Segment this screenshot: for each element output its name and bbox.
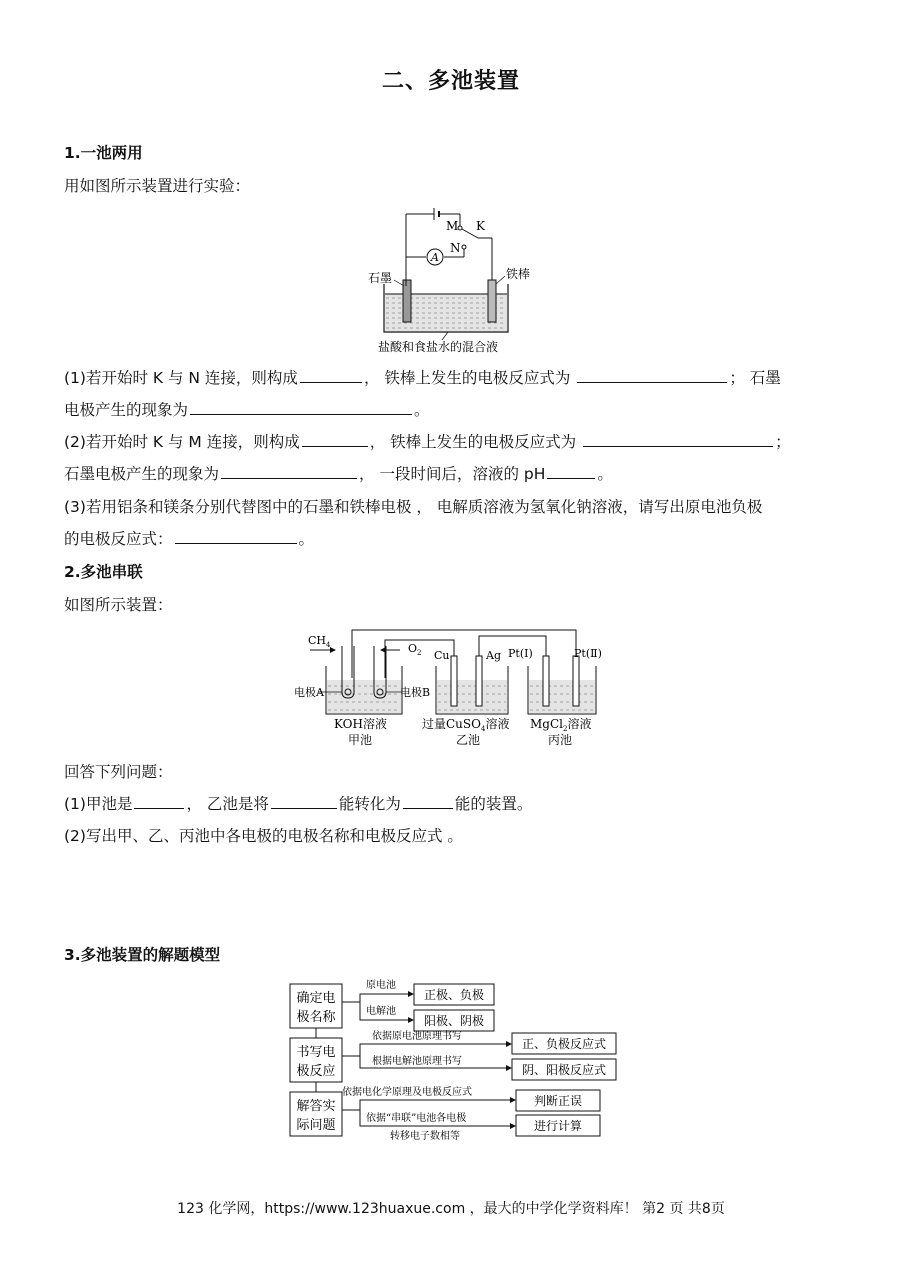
pt2-electrode-label: Pt(Ⅱ) <box>574 647 602 660</box>
branch-label-galvanic: 原电池 <box>366 980 396 991</box>
q1-2-text-f: 。 <box>597 465 613 483</box>
q1-1-text-d: 电极产生的现象为 <box>64 401 189 419</box>
pt1-electrode-label: Pt(Ⅰ) <box>508 647 533 660</box>
flow-box-2-line-2: 极反应 <box>296 1064 336 1079</box>
branch-label-series-2: 转移电子数相等 <box>390 1131 460 1142</box>
q2-1-text-b: ， 乙池是将 <box>186 795 269 813</box>
q1-1-text-c: ； 石墨 <box>729 369 781 387</box>
result-pos-neg: 正极、负极 <box>423 988 485 1002</box>
electrode-b-label: 电极B <box>400 686 431 699</box>
flow-box-3-line-1: 解答实 <box>296 1099 336 1114</box>
branch-label-galvanic-rule: 依据原电池原理书写 <box>372 1031 462 1042</box>
answer-blank[interactable] <box>547 463 595 479</box>
q2-1-text-d: 能的装置。 <box>454 795 533 813</box>
pool-2-solution: 过量CuSO$_4$溶液 <box>422 717 510 733</box>
pool-1-solution: KOH溶液 <box>334 717 387 731</box>
answer-blank[interactable] <box>271 793 337 809</box>
question-2-1 <box>64 792 532 814</box>
switch-label-n: N <box>450 241 461 255</box>
q1-2-text-a: (2)若开始时 K 与 M 连接，则构成 <box>64 433 300 451</box>
q1-2-text-c: ； <box>775 433 791 451</box>
answer-blank[interactable] <box>583 431 773 447</box>
ch4-label: $CH_4$ <box>308 634 331 649</box>
answer-blank[interactable] <box>134 793 184 809</box>
result-anode-cathode: 阳极、阴极 <box>423 1014 485 1028</box>
page-footer: 123 化学网，https://www.123huaxue.com ，最大的中学化学资料库！ 第2 页 共8页 <box>177 1201 725 1217</box>
branch-label-electrolytic-rule: 根据电解池原理书写 <box>372 1056 462 1067</box>
flow-box-3-line-2: 际问题 <box>296 1118 336 1133</box>
flow-box-1-line-2: 极名称 <box>296 1010 336 1025</box>
graphite-label: 石墨 <box>368 271 393 285</box>
q1-1-text-a: (1)若开始时 K 与 N 连接，则构成 <box>64 369 298 387</box>
answer-blank[interactable] <box>300 367 362 383</box>
question-1-2-line-1 <box>64 430 791 452</box>
answer-blank[interactable] <box>190 399 412 415</box>
question-2-2: (2)写出甲、乙、丙池中各电极的电极名称和电极反应式 。 <box>64 827 463 845</box>
section-2-ask: 回答下列问题： <box>64 763 173 781</box>
q1-2-text-b: ， 铁棒上发生的电极反应式为 <box>369 433 577 451</box>
result-pos-neg-equations: 正、负极反应式 <box>521 1037 607 1051</box>
switch-label-m: M <box>446 219 459 233</box>
q2-1-text-a: (1)甲池是 <box>64 795 133 813</box>
answer-blank[interactable] <box>302 431 368 447</box>
q1-2-text-d: 石墨电极产生的现象为 <box>64 465 220 483</box>
q1-1-text-e: 。 <box>414 401 430 419</box>
question-1-2-line-2 <box>64 462 613 484</box>
flow-box-1-line-1: 确定电 <box>296 991 336 1006</box>
answer-blank[interactable] <box>403 793 453 809</box>
solving-model-flowchart <box>286 974 622 1146</box>
branch-label-electrolytic: 电解池 <box>366 1006 396 1017</box>
section-1-heading: 1.一池两用 <box>64 144 143 162</box>
section-1-intro: 用如图所示装置进行实验： <box>64 177 251 195</box>
ag-electrode-label: Ag <box>486 649 501 662</box>
branch-label-series-1: 依据“串联”电池各电极 <box>366 1113 467 1124</box>
result-cathode-anode-equations: 阴、阳极反应式 <box>521 1063 607 1077</box>
question-1-1-line-1 <box>64 366 781 388</box>
result-judge: 判断正误 <box>533 1094 583 1108</box>
answer-blank[interactable] <box>221 463 357 479</box>
section-2-intro: 如图所示装置： <box>64 596 173 614</box>
electrode-a-label: 电极A <box>294 686 324 699</box>
ammeter-label: A <box>431 251 439 264</box>
q1-3-text-c: 。 <box>298 530 315 548</box>
iron-rod-label: 铁棒 <box>506 267 531 281</box>
question-1-1-line-2 <box>64 398 430 420</box>
pool-2-name: 乙池 <box>456 733 481 747</box>
section-3-heading: 3.多池装置的解题模型 <box>64 946 221 964</box>
pool-1-name: 甲池 <box>348 733 373 747</box>
q1-1-text-b: ， 铁棒上发生的电极反应式为 <box>363 369 571 387</box>
switch-label-k: K <box>476 219 485 233</box>
page-title: 二、多池装置 <box>381 68 520 94</box>
cu-electrode-label: Cu <box>434 649 450 662</box>
answer-blank[interactable] <box>577 367 727 383</box>
q2-1-text-c: 能转化为 <box>338 795 401 813</box>
q1-3-text-b: 的电极反应式： <box>64 530 173 548</box>
pool-3-solution: MgCl$_2$溶液 <box>530 717 592 733</box>
question-1-3-line-1: (3)若用铝条和镁条分别代替图中的石墨和铁棒电极 ， 电解质溶液为氢氧化钠溶液，请写出原电池负极 <box>64 498 763 516</box>
question-1-3-line-2 <box>64 527 314 549</box>
solution-caption: 盐酸和食盐水的混合液 <box>378 340 499 354</box>
answer-blank[interactable] <box>175 528 297 544</box>
section-2-heading: 2.多池串联 <box>64 563 143 581</box>
pool-3-name: 丙池 <box>548 733 573 747</box>
o2-label: $O_2$ <box>408 642 422 657</box>
series-cells-diagram <box>290 622 620 750</box>
flow-box-2-line-1: 书写电 <box>296 1045 336 1060</box>
branch-label-principle: 依据电化学原理及电极反应式 <box>342 1087 472 1098</box>
single-cell-diagram <box>366 206 531 356</box>
q1-2-text-e: ， 一段时间后，溶液的 pH <box>359 465 546 483</box>
result-calculate: 进行计算 <box>533 1119 583 1133</box>
